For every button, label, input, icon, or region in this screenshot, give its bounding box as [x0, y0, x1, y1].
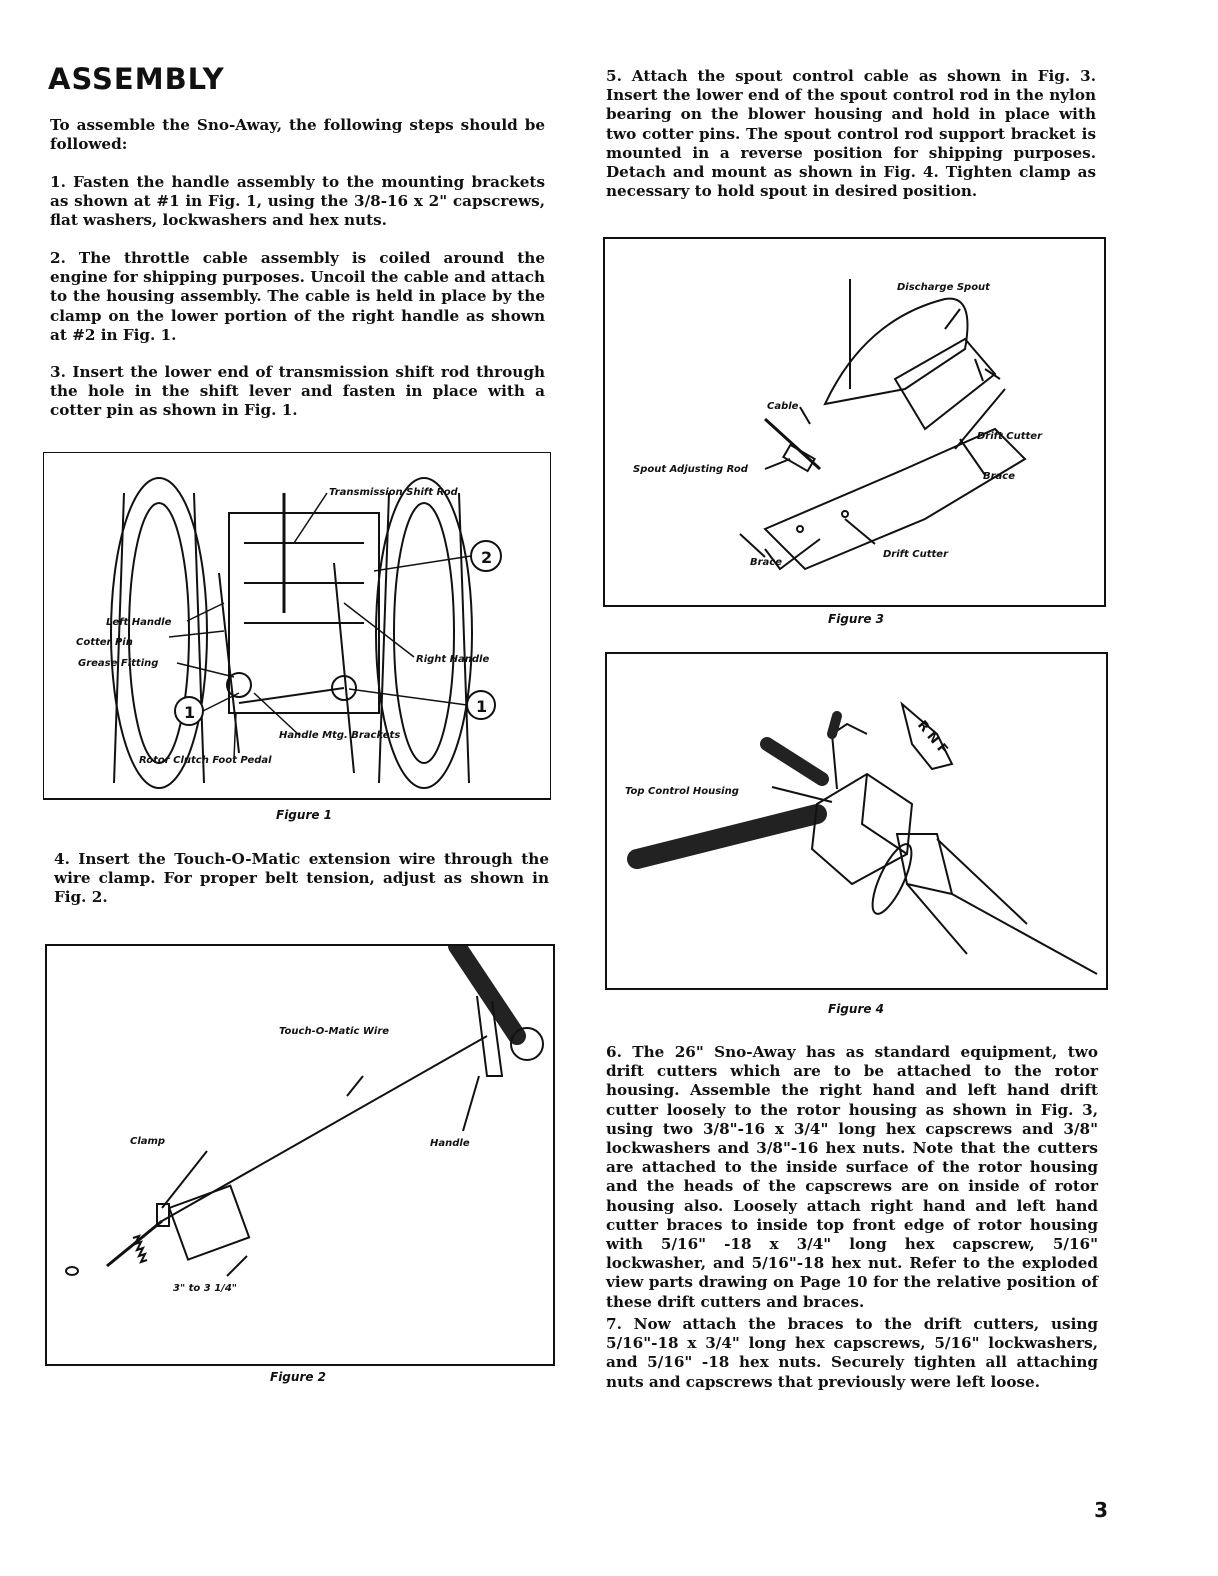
page-heading: ASSEMBLY — [48, 62, 225, 96]
figure-2-caption: Figure 2 — [270, 1370, 327, 1384]
intro-paragraph: To assemble the Sno-Away, the following steps should be followed: — [50, 116, 545, 154]
step-2-paragraph: 2. The throttle cable assembly is coiled around the engine for shipping purposes. Uncoil the cable and attach to the housing assembly. The cable is held in place by the clamp on the lower portion of the right handle as shown at #2 in Fig. 1. — [50, 249, 545, 344]
step-4-paragraph: 4. Insert the Touch-O-Matic extension wire through the wire clamp. For proper belt tension, adjust as shown in Fig. 2. — [54, 850, 549, 907]
step-1-paragraph: 1. Fasten the handle assembly to the mounting brackets as shown at #1 in Fig. 1, using the 3/8-16 x 2" capscrews, flat washers, lockwashers and hex nuts. — [50, 173, 545, 230]
figure-4-illustration — [605, 652, 1108, 990]
figure-1-caption: Figure 1 — [276, 808, 333, 822]
figure-3-caption: Figure 3 — [828, 612, 885, 626]
label-transmission-shift-rod: Transmission Shift Rod — [329, 487, 458, 498]
label-clamp: Clamp — [130, 1136, 166, 1147]
label-rotor-clutch-foot-pedal: Rotor Clutch Foot Pedal — [139, 755, 272, 766]
callout-2: 2 — [481, 548, 493, 567]
label-drift-cutter-top: Drift Cutter — [977, 431, 1043, 442]
label-cable: Cable — [767, 401, 799, 412]
callout-1-right: 1 — [476, 697, 488, 716]
label-cotter-pin: Cotter Pin — [76, 637, 133, 648]
label-handle: Handle — [430, 1138, 470, 1149]
label-drift-cutter-bottom: Drift Cutter — [883, 549, 949, 560]
label-grease-fitting: Grease Fitting — [78, 658, 159, 669]
figure-1-illustration — [43, 452, 551, 800]
label-spout-adjusting-rod: Spout Adjusting Rod — [633, 464, 748, 475]
step-3-paragraph: 3. Insert the lower end of transmission shift rod through the hole in the shift lever and fasten in place with a cotter pin as shown in Fig. 1. — [50, 363, 545, 420]
label-right-handle: Right Handle — [416, 654, 490, 665]
step-7-paragraph: 7. Now attach the braces to the drift cutters, using 5/16"-18 x 3/4" long hex capscrews, 5/16" lockwashers, and 5/16" -18 hex nuts. Securely tighten all attaching nuts and capscrews that previously were left loose. — [606, 1315, 1098, 1391]
callout-1-left: 1 — [184, 703, 196, 722]
page-number: 3 — [1094, 1498, 1108, 1522]
label-shift-markings: R N F — [914, 717, 951, 758]
step-6-paragraph: 6. The 26" Sno-Away has as standard equipment, two drift cutters which are to be attached to the rotor housing. Assemble the right hand and left hand drift cutter loosely to the rotor housing as shown in Fig. 3, using two 3/8"-16 x 3/4" long hex capscrews and 3/8" lockwashers and 3/8"-16 hex nuts. Note that the cutters are attached to the inside surface of the rotor housing and the heads of the capscrews are on inside of rotor housing also. Loosely attach right hand and left hand cutter braces to inside top front edge of rotor housing with 5/16" -18 x 3/4" long hex capscrew, 5/16" lockwasher, and 5/16"-18 hex nut. Refer to the exploded view parts drawing on Page 10 for the relative position of these drift cutters and braces. — [606, 1043, 1098, 1311]
label-touch-o-matic-wire: Touch-O-Matic Wire — [279, 1026, 390, 1037]
label-brace-right: Brace — [983, 471, 1016, 482]
label-left-handle: Left Handle — [106, 617, 172, 628]
figure-4-caption: Figure 4 — [828, 1002, 885, 1016]
figure-3-illustration — [603, 237, 1106, 607]
step-5-paragraph: 5. Attach the spout control cable as shown in Fig. 3. Insert the lower end of the spout control rod in the nylon bearing on the blower housing and hold in place with two cotter pins. The spout control rod support bracket is mounted in a reverse position for shipping purposes. Detach and mount as shown in Fig. 4. Tighten clamp as necessary to hold spout in desired position. — [606, 67, 1096, 201]
label-handle-mtg-brackets: Handle Mtg. Brackets — [279, 730, 401, 741]
label-discharge-spout: Discharge Spout — [897, 282, 990, 293]
figure-2-illustration — [45, 944, 555, 1366]
label-top-control-housing: Top Control Housing — [625, 786, 739, 797]
label-brace-left: Brace — [750, 557, 783, 568]
label-clamp-range: 3" to 3 1/4" — [173, 1283, 237, 1294]
